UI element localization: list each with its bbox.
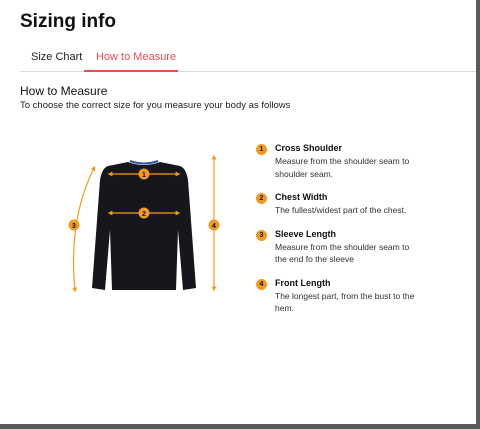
number-badge: 1 (256, 144, 267, 155)
sweater-measure-diagram (60, 150, 240, 300)
number-badge: 4 (256, 279, 267, 290)
measurement-title: Front Length (275, 277, 331, 288)
section-heading: How to Measure (20, 84, 108, 98)
dialog-title: Sizing info (20, 11, 117, 32)
measurement-list (256, 142, 471, 326)
collar-shape (130, 161, 158, 164)
measurement-title: Cross Shoulder (275, 143, 343, 153)
marker-4-label: 4 (212, 222, 216, 230)
measurement-description: The longest part, from the bust to the hem. (275, 290, 415, 313)
measurement-item-sleeve-length (256, 228, 471, 266)
marker-3-label: 3 (72, 222, 76, 230)
measurement-description: Measure from the shoulder seam to shoulder seam. (275, 156, 410, 179)
active-tab-indicator (84, 70, 178, 72)
measurement-description: The fullest/widest part of the chest. (275, 205, 407, 215)
measurement-item-chest-width (256, 191, 471, 217)
marker-2-label: 2 (142, 210, 146, 218)
tab-size-chart[interactable]: Size Chart (31, 51, 83, 63)
tab-how-to-measure[interactable]: How to Measure (96, 51, 177, 63)
measurement-title: Chest Width (275, 192, 328, 202)
section-description: To choose the correct size for you measure your body as follows (20, 100, 291, 111)
number-badge: 2 (256, 193, 267, 204)
number-badge: 3 (256, 230, 267, 241)
measurement-title: Sleeve Length (275, 228, 337, 239)
sweater-shape (92, 162, 196, 290)
measurement-item-front-length (256, 277, 471, 315)
tab-bar (20, 44, 476, 72)
marker-1-label: 1 (142, 171, 146, 179)
measurement-description: Measure from the shoulder seam to the end fo the sleeve (275, 241, 410, 264)
measurement-item-cross-shoulder (256, 142, 471, 180)
